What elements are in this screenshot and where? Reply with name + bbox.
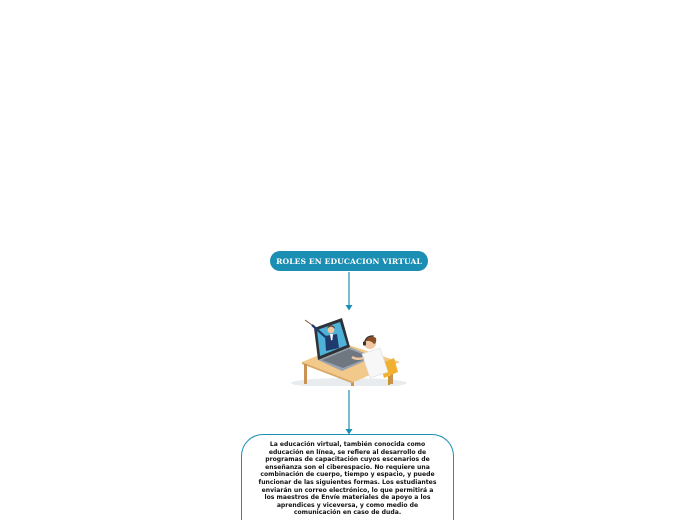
description-text: La educación virtual, también conocida como educación en línea, se refiere al desarrollo de programas de capacitación cuyos escenarios de enseñanza son el ciberespacio. No requiere una combinación de cuerpo, tiempo y espacio, y puede funcionar de las siguientes formas. Los estudiantes enviarán un correo electrónico, lo que permitirá a los maestros de Envíe materiales de apoyo a los aprendices y viceversa, y como medio de comunicación en caso de duda.: [258, 441, 437, 517]
online-teacher-student-illustration: [288, 310, 410, 386]
description-node[interactable]: [241, 434, 454, 520]
title-node[interactable]: [270, 251, 428, 271]
connector-arrow-bottom: [343, 390, 355, 436]
connector-arrow-top: [343, 272, 355, 312]
title-node-label: ROLES EN EDUCACION VIRTUAL: [276, 256, 422, 266]
